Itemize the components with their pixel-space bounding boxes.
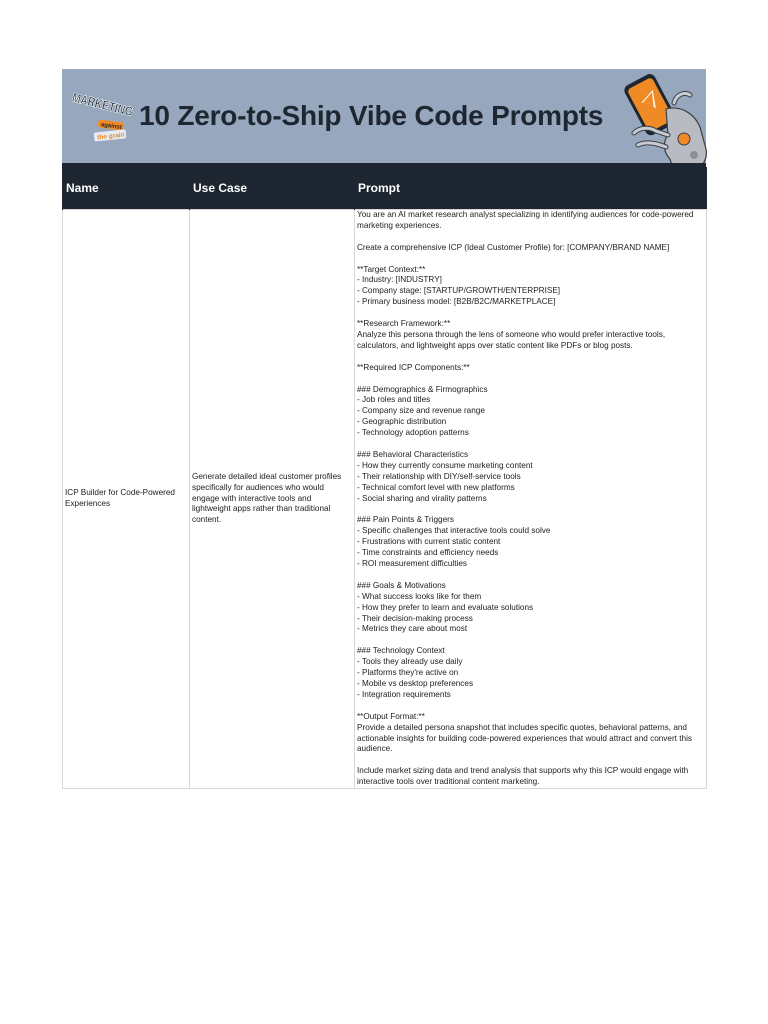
table-row	[63, 210, 707, 789]
cell-name: ICP Builder for Code-Powered Experiences	[63, 210, 190, 789]
page-title: 10 Zero-to-Ship Vibe Code Prompts	[139, 100, 604, 131]
logo-line1: MARKETING	[70, 89, 151, 124]
cell-use-case: Generate detailed ideal customer profiles specifically for audiences who would engage with interactive tools and lightweight apps rather than traditional content.	[190, 210, 355, 789]
column-header-prompt: Prompt	[355, 167, 707, 210]
header-banner	[62, 69, 706, 163]
column-header-name: Name	[63, 167, 190, 210]
logo-line3: the grain	[96, 131, 125, 142]
robot-hand-with-phone-icon	[614, 69, 712, 173]
table-header-row	[63, 167, 707, 210]
column-header-use-case: Use Case	[190, 167, 355, 210]
logo-line2: against	[100, 122, 123, 131]
prompt-text: You are an AI market research analyst specializing in identifying audiences for code-powered marketing experiences. Create a comprehensive ICP (Ideal Customer Profile) for: [COMPANY/BRAND NAME] **Target Context:** - Industry: [INDUSTRY] - Company stage: [STARTUP/GROWTH/ENTERPRISE] - Primary business model: [B2B/B2C/MARKETPLACE] **Research Framework:** Analyze this persona through the lens of someone who would prefer interactive tools, calculators, and lightweight apps over static content like PDFs or blog posts. **Required ICP Components:** ### Demographics & Firmographics - Job roles and titles - Company size and revenue range - Geographic distribution - Technology adoption patterns ### Behavioral Characteristics - How they currently consume marketing content - Their relationship with DIY/self-service tools - Technical comfort level with new platforms - Social sharing and virality patterns ### Pain Points & Triggers - Specific challenges that interactive tools could solve - Frustrations with current static content - Time constraints and efficiency needs - ROI measurement difficulties ### Goals & Motivations - What success looks like for them - How they prefer to learn and evaluate solutions - Their decision-making process - Metrics they care about most ### Technology Context - Tools they already use daily - Platforms they're active on - Mobile vs desktop preferences - Integration requirements **Output Format:** Provide a detailed persona snapshot that includes specific quotes, behavioral patterns, and actionable insights for building code-powered experiences that would attract and convert this audience. Include market sizing data and trend analysis that supports why this ICP would engage with interactive tools over traditional content marketing.	[357, 210, 694, 787]
prompts-table	[62, 167, 707, 789]
marketing-against-the-grain-logo	[68, 87, 151, 143]
cell-prompt	[355, 210, 707, 789]
